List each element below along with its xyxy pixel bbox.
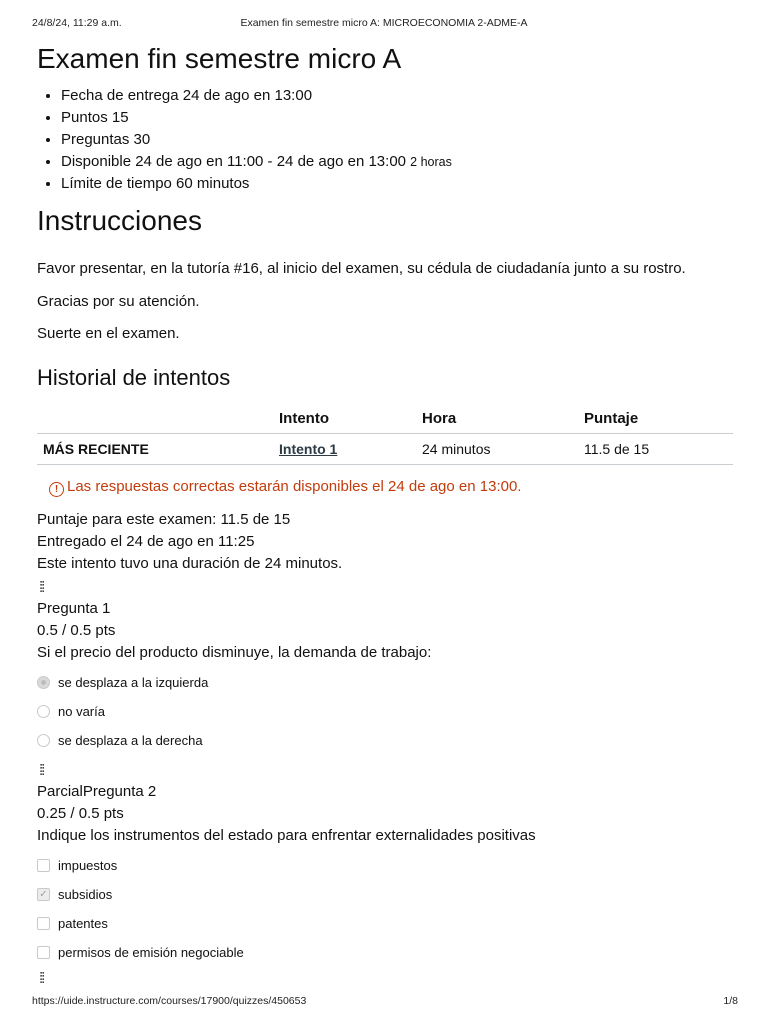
score-line: Puntaje para este examen: 11.5 de 15: [37, 511, 291, 528]
attempt-summary: [37, 509, 733, 575]
instructions-paragraph: Gracias por su atención.: [37, 293, 200, 310]
duration-line: Este intento tuvo una duración de 24 minutos.: [37, 555, 343, 572]
checkbox-icon: [37, 917, 50, 930]
checkbox-icon: [37, 946, 50, 959]
answer-option[interactable]: no varía: [37, 697, 733, 726]
question-1: [37, 598, 733, 755]
drag-handle-icon: ⁞⁞: [39, 970, 44, 987]
detail-due-date: • Fecha de entrega 24 de ago en 13:00: [61, 85, 733, 107]
print-document-title: Examen fin semestre micro A: MICROECONOMIA 2-ADME-A: [240, 17, 528, 29]
quiz-details: [37, 85, 733, 195]
attempt-status: MÁS RECIENTE: [37, 434, 279, 465]
question-2: [37, 781, 733, 967]
drag-handle-icon: ⁞⁞: [39, 579, 44, 596]
attempt-score: 11.5 de 15: [584, 434, 733, 465]
question-title: ParcialPregunta 2: [37, 783, 157, 800]
history-heading: Historial de intentos: [37, 365, 231, 390]
detail-available-duration: 2 horas: [410, 155, 452, 169]
answer-option[interactable]: ✓ subsidios: [37, 880, 733, 909]
answer-option[interactable]: patentes: [37, 909, 733, 938]
radio-icon: [37, 734, 50, 747]
detail-points: • Puntos 15: [61, 107, 733, 129]
answers-notice: [49, 477, 733, 497]
quiz-title: Examen fin semestre micro A: [37, 43, 402, 74]
question-score: 0.5 / 0.5 pts: [37, 622, 116, 639]
detail-time-limit: • Límite de tiempo 60 minutos: [61, 173, 733, 195]
drag-handle-icon: ⁞⁞: [39, 762, 44, 779]
attempt-link[interactable]: Intento 1: [279, 441, 338, 457]
answer-list: [37, 668, 733, 755]
table-header-row: [37, 403, 733, 434]
column-header-score: Puntaje: [584, 403, 733, 434]
question-title: Pregunta 1: [37, 600, 111, 617]
answer-option[interactable]: impuestos: [37, 851, 733, 880]
answer-option[interactable]: permisos de emisión negociable: [37, 938, 733, 967]
attempt-time: 24 minutos: [422, 434, 584, 465]
print-date: 24/8/24, 11:29 a.m.: [32, 17, 122, 29]
print-page-number: 1/8: [723, 995, 738, 1007]
answer-list: [37, 851, 733, 967]
checkbox-checked-icon: ✓: [37, 888, 50, 901]
attempt-history-table: [37, 403, 733, 465]
question-text: Indique los instrumentos del estado para enfrentar externalidades positivas: [37, 827, 536, 844]
print-header: [32, 17, 736, 31]
print-footer: [32, 995, 738, 1009]
radio-icon: [37, 705, 50, 718]
warning-icon: !: [49, 482, 64, 497]
table-row: [37, 434, 733, 465]
answer-option[interactable]: se desplaza a la derecha: [37, 726, 733, 755]
answer-option[interactable]: se desplaza a la izquierda: [37, 668, 733, 697]
radio-selected-icon: [37, 676, 50, 689]
detail-available: • Disponible 24 de ago en 11:00 - 24 de ago en 13:00 2 horas: [61, 151, 733, 173]
notice-text: Las respuestas correctas estarán disponibles el 24 de ago en 13:00.: [67, 478, 522, 495]
column-header-status: [37, 403, 279, 434]
quiz-content: [37, 42, 733, 989]
column-header-attempt: Intento: [279, 403, 422, 434]
print-url: https://uide.instructure.com/courses/17900/quizzes/450653: [32, 995, 307, 1007]
question-text: Si el precio del producto disminuye, la demanda de trabajo:: [37, 644, 432, 661]
question-score: 0.25 / 0.5 pts: [37, 805, 124, 822]
instructions-paragraph: Favor presentar, en la tutoría #16, al inicio del examen, su cédula de ciudadanía junto a su rostro.: [37, 260, 686, 277]
column-header-time: Hora: [422, 403, 584, 434]
detail-questions: • Preguntas 30: [61, 129, 733, 151]
submitted-line: Entregado el 24 de ago en 11:25: [37, 533, 255, 550]
checkbox-icon: [37, 859, 50, 872]
instructions-heading: Instrucciones: [37, 205, 202, 236]
instructions-paragraph: Suerte en el examen.: [37, 325, 180, 342]
